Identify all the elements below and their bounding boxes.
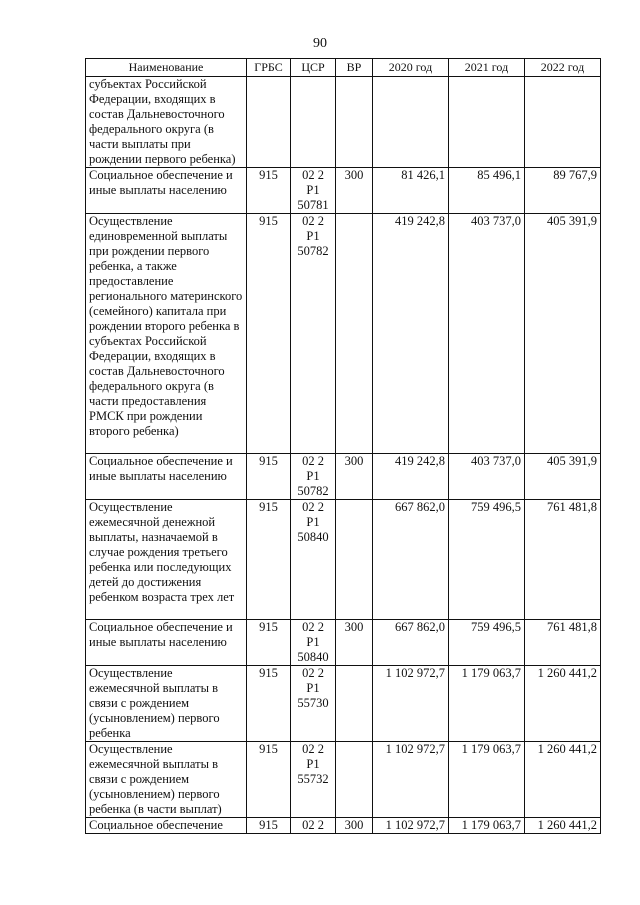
csr-code-part: P1 <box>306 183 320 197</box>
budget-table <box>85 58 601 834</box>
cell-name: Социальное обеспечение и иные выплаты населению <box>86 620 247 666</box>
cell-vr <box>336 742 373 818</box>
cell-vr: 300 <box>336 818 373 834</box>
cell-name: Социальное обеспечение <box>86 818 247 834</box>
cell-vr <box>336 666 373 742</box>
cell-csr <box>291 500 336 620</box>
cell-csr <box>291 742 336 818</box>
table-row <box>86 214 601 454</box>
cell-2020: 1 102 972,7 <box>373 742 449 818</box>
cell-2022: 405 391,9 <box>525 214 601 454</box>
cell-csr <box>291 214 336 454</box>
cell-2020: 1 102 972,7 <box>373 818 449 834</box>
cell-grbs: 915 <box>247 620 291 666</box>
cell-2022: 761 481,8 <box>525 500 601 620</box>
table-row <box>86 77 601 168</box>
cell-name: Осуществление ежемесячной выплаты в связи с рождением (усыновлением) первого ребенка <box>86 666 247 742</box>
cell-2020: 419 242,8 <box>373 214 449 454</box>
cell-2022: 1 260 441,2 <box>525 666 601 742</box>
cell-vr <box>336 214 373 454</box>
table-header-row <box>86 59 601 77</box>
csr-code-part: 55732 <box>297 772 329 786</box>
csr-code-part: 02 2 <box>302 666 324 680</box>
cell-2022: 1 260 441,2 <box>525 818 601 834</box>
cell-grbs: 915 <box>247 742 291 818</box>
col-header-vr: ВР <box>336 59 373 77</box>
page-number: 90 <box>313 36 327 51</box>
csr-code-part: P1 <box>306 469 320 483</box>
col-header-2021: 2021 год <box>449 59 525 77</box>
cell-2020 <box>373 77 449 168</box>
cell-csr <box>291 620 336 666</box>
cell-grbs: 915 <box>247 818 291 834</box>
csr-code-part: 02 2 <box>302 500 324 514</box>
csr-code-part: 02 2 <box>302 214 324 228</box>
csr-code-part: 02 2 <box>302 818 324 832</box>
cell-2022: 1 260 441,2 <box>525 742 601 818</box>
cell-csr <box>291 454 336 500</box>
cell-2020: 419 242,8 <box>373 454 449 500</box>
csr-code-part: P1 <box>306 635 320 649</box>
cell-csr <box>291 666 336 742</box>
cell-grbs: 915 <box>247 214 291 454</box>
cell-csr <box>291 818 336 834</box>
table-row <box>86 168 601 214</box>
csr-code-part: P1 <box>306 229 320 243</box>
table-row <box>86 666 601 742</box>
cell-csr <box>291 168 336 214</box>
csr-code-part: P1 <box>306 757 320 771</box>
cell-2021 <box>449 77 525 168</box>
cell-name: Социальное обеспечение и иные выплаты населению <box>86 454 247 500</box>
table-row <box>86 818 601 834</box>
cell-name: Осуществление ежемесячной денежной выплаты, назначаемой в случае рождения третьего ребенка или последующих детей до достижения ребенком возраста трех лет <box>86 500 247 620</box>
csr-code-part: 02 2 <box>302 620 324 634</box>
table-row <box>86 742 601 818</box>
cell-csr <box>291 77 336 168</box>
cell-grbs: 915 <box>247 454 291 500</box>
cell-vr <box>336 500 373 620</box>
cell-grbs <box>247 77 291 168</box>
table-row <box>86 620 601 666</box>
csr-code-part: 50840 <box>297 650 329 664</box>
csr-code-part: 02 2 <box>302 168 324 182</box>
cell-2021: 403 737,0 <box>449 214 525 454</box>
table-body <box>86 77 601 834</box>
col-header-2022: 2022 год <box>525 59 601 77</box>
cell-2020: 1 102 972,7 <box>373 666 449 742</box>
cell-grbs: 915 <box>247 168 291 214</box>
csr-code-part: 50840 <box>297 530 329 544</box>
col-header-name: Наименование <box>86 59 247 77</box>
cell-2020: 667 862,0 <box>373 620 449 666</box>
csr-code-part: 02 2 <box>302 742 324 756</box>
cell-2021: 403 737,0 <box>449 454 525 500</box>
cell-2022: 761 481,8 <box>525 620 601 666</box>
cell-vr <box>336 77 373 168</box>
cell-vr: 300 <box>336 620 373 666</box>
cell-2022: 89 767,9 <box>525 168 601 214</box>
cell-2022: 405 391,9 <box>525 454 601 500</box>
csr-code-part: 55730 <box>297 696 329 710</box>
col-header-2020: 2020 год <box>373 59 449 77</box>
csr-code-part: 50781 <box>297 198 329 212</box>
cell-2020: 81 426,1 <box>373 168 449 214</box>
cell-name: Осуществление ежемесячной выплаты в связи с рождением (усыновлением) первого ребенка (в части выплат) <box>86 742 247 818</box>
cell-name: Осуществление единовременной выплаты при рождении первого ребенка, а также предоставление регионального материнского (семейного) капитала при рождении второго ребенка в субъектах Российской Федерации, входящих в состав Дальневосточного федерального округа (в части предоставления РМСК при рождении второго ребенка) <box>86 214 247 454</box>
cell-vr: 300 <box>336 454 373 500</box>
cell-2021: 85 496,1 <box>449 168 525 214</box>
cell-2021: 759 496,5 <box>449 620 525 666</box>
cell-2021: 1 179 063,7 <box>449 818 525 834</box>
cell-2021: 759 496,5 <box>449 500 525 620</box>
csr-code-part: 50782 <box>297 484 329 498</box>
cell-grbs: 915 <box>247 500 291 620</box>
col-header-csr: ЦСР <box>291 59 336 77</box>
cell-name: Социальное обеспечение и иные выплаты населению <box>86 168 247 214</box>
cell-vr: 300 <box>336 168 373 214</box>
table-row <box>86 500 601 620</box>
csr-code-part: 02 2 <box>302 454 324 468</box>
csr-code-part: 50782 <box>297 244 329 258</box>
col-header-grbs: ГРБС <box>247 59 291 77</box>
cell-2022 <box>525 77 601 168</box>
cell-name: субъектах Российской Федерации, входящих в состав Дальневосточного федерального округа (в части выплаты при рождении первого ребенка) <box>86 77 247 168</box>
cell-2020: 667 862,0 <box>373 500 449 620</box>
cell-2021: 1 179 063,7 <box>449 742 525 818</box>
csr-code-part: P1 <box>306 515 320 529</box>
table-row <box>86 454 601 500</box>
cell-grbs: 915 <box>247 666 291 742</box>
csr-code-part: P1 <box>306 681 320 695</box>
cell-2021: 1 179 063,7 <box>449 666 525 742</box>
